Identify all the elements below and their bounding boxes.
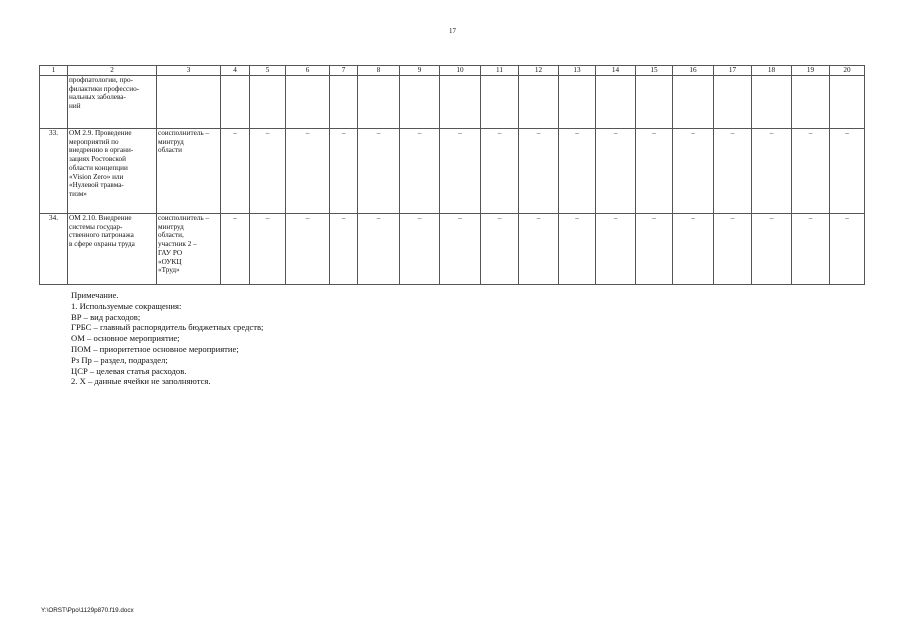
activity-name-cell (68, 76, 157, 129)
value-cell: – (221, 129, 250, 214)
value-cell (714, 76, 752, 129)
executor-cell (157, 129, 221, 214)
column-header: 12 (519, 66, 559, 76)
column-header: 4 (221, 66, 250, 76)
note-line: ЦСР – целевая статья расходов. (71, 365, 187, 376)
column-header: 3 (157, 66, 221, 76)
value-cell (440, 76, 481, 129)
file-path-footer: Y:\ORST\Ppo\1129p870.f19.docx (41, 607, 134, 614)
note-line: Примечание. (71, 290, 119, 300)
value-cell: – (636, 214, 673, 285)
table-row (40, 214, 865, 285)
activity-name-line: области концепции (69, 163, 128, 172)
value-cell (636, 76, 673, 129)
value-cell: – (673, 129, 714, 214)
value-cell (596, 76, 636, 129)
value-cell: – (440, 129, 481, 214)
executor-line: области, (158, 231, 184, 240)
executor-line: минтруд (158, 137, 184, 146)
row-number: 33. (40, 129, 68, 214)
executor-line: соисполнитель – (158, 129, 210, 137)
value-cell (358, 76, 400, 129)
activity-name-line: «Vision Zero» или (69, 172, 124, 181)
executor-cell (157, 76, 221, 129)
value-cell: – (596, 129, 636, 214)
value-cell: – (559, 129, 596, 214)
value-cell (286, 76, 330, 129)
value-cell (673, 76, 714, 129)
value-cell: – (714, 214, 752, 285)
value-cell: – (221, 214, 250, 285)
activity-name-line: в сфере охраны труда (69, 240, 135, 249)
executor-line: области (158, 146, 183, 155)
column-header: 8 (358, 66, 400, 76)
executor-line: «ОУКЦ (158, 257, 182, 266)
column-header: 14 (596, 66, 636, 76)
value-cell: – (250, 129, 286, 214)
activity-name-cell (68, 214, 157, 285)
value-cell: – (286, 129, 330, 214)
value-cell (519, 76, 559, 129)
value-cell (330, 76, 358, 129)
executor-line: минтруд (158, 222, 184, 231)
activity-name-line: мероприятий по (69, 137, 119, 146)
value-cell: – (596, 214, 636, 285)
row-number: 34. (40, 214, 68, 285)
value-cell: – (792, 214, 830, 285)
column-header: 11 (481, 66, 519, 76)
column-header: 2 (68, 66, 157, 76)
executor-line: участник 2 – (158, 240, 197, 249)
value-cell: – (358, 214, 400, 285)
executor-line: «Труд» (158, 266, 180, 275)
table-header-row (40, 66, 865, 76)
activities-table (39, 65, 865, 285)
value-cell: – (440, 214, 481, 285)
value-cell: – (330, 129, 358, 214)
value-cell (481, 76, 519, 129)
value-cell: – (250, 214, 286, 285)
activity-name-line: тизм» (69, 189, 87, 198)
activity-name-line: ний (69, 102, 81, 111)
column-header: 16 (673, 66, 714, 76)
value-cell: – (330, 214, 358, 285)
activity-name-line: нальных заболева- (69, 93, 126, 102)
activity-name-line: зациях Ростовской (69, 155, 126, 164)
activity-name-line: ственного патронажа (69, 231, 134, 240)
value-cell (792, 76, 830, 129)
value-cell: – (519, 129, 559, 214)
value-cell (559, 76, 596, 129)
column-header: 10 (440, 66, 481, 76)
value-cell: – (400, 214, 440, 285)
column-header: 1 (40, 66, 68, 76)
value-cell: – (714, 129, 752, 214)
value-cell: – (286, 214, 330, 285)
column-header: 13 (559, 66, 596, 76)
value-cell: – (358, 129, 400, 214)
activity-name-line: системы государ- (69, 222, 123, 231)
page-number: 17 (449, 27, 456, 35)
value-cell: – (400, 129, 440, 214)
column-header: 6 (286, 66, 330, 76)
note-line: ГРБС – главный распорядитель бюджетных средств; (71, 322, 264, 333)
note-line: ВР – вид расходов; (71, 311, 141, 322)
value-cell: – (752, 214, 792, 285)
column-header: 19 (792, 66, 830, 76)
note-line: Рз Пр – раздел, подраздел; (71, 354, 168, 365)
note-line: 2. Х – данные ячейки не заполняются. (71, 376, 211, 387)
value-cell: – (636, 129, 673, 214)
value-cell: – (673, 214, 714, 285)
value-cell: – (559, 214, 596, 285)
column-header: 17 (714, 66, 752, 76)
activity-name-line: профпатологии, про- (69, 76, 133, 84)
activity-name-line: «Нулевой травма- (69, 181, 124, 190)
executor-line: ГАУ РО (158, 248, 183, 257)
note-line: ОМ – основное мероприятие; (71, 333, 180, 344)
value-cell (221, 76, 250, 129)
notes-section (71, 290, 263, 387)
value-cell: – (752, 129, 792, 214)
column-header: 15 (636, 66, 673, 76)
value-cell (250, 76, 286, 129)
column-header: 9 (400, 66, 440, 76)
value-cell (400, 76, 440, 129)
activity-name-cell (68, 129, 157, 214)
value-cell: – (519, 214, 559, 285)
value-cell (752, 76, 792, 129)
executor-line: соисполнитель – (158, 214, 210, 222)
activity-name-line: ОМ 2.10. Внедрение (69, 214, 132, 222)
table-row (40, 129, 865, 214)
table-row (40, 76, 865, 129)
value-cell: – (792, 129, 830, 214)
activity-name-line: ОМ 2.9. Проведение (69, 129, 132, 137)
activity-name-line: внедрению в органи- (69, 146, 134, 155)
column-header: 20 (830, 66, 865, 76)
value-cell: – (481, 129, 519, 214)
activity-name-line: филактики профессио- (69, 84, 140, 93)
column-header: 7 (330, 66, 358, 76)
value-cell: – (830, 214, 865, 285)
note-line: 1. Используемые сокращения: (71, 300, 182, 311)
executor-cell (157, 214, 221, 285)
row-number (40, 76, 68, 129)
column-header: 5 (250, 66, 286, 76)
value-cell (830, 76, 865, 129)
value-cell: – (830, 129, 865, 214)
column-header: 18 (752, 66, 792, 76)
value-cell: – (481, 214, 519, 285)
note-line: ПОМ – приоритетное основное мероприятие; (71, 343, 239, 354)
